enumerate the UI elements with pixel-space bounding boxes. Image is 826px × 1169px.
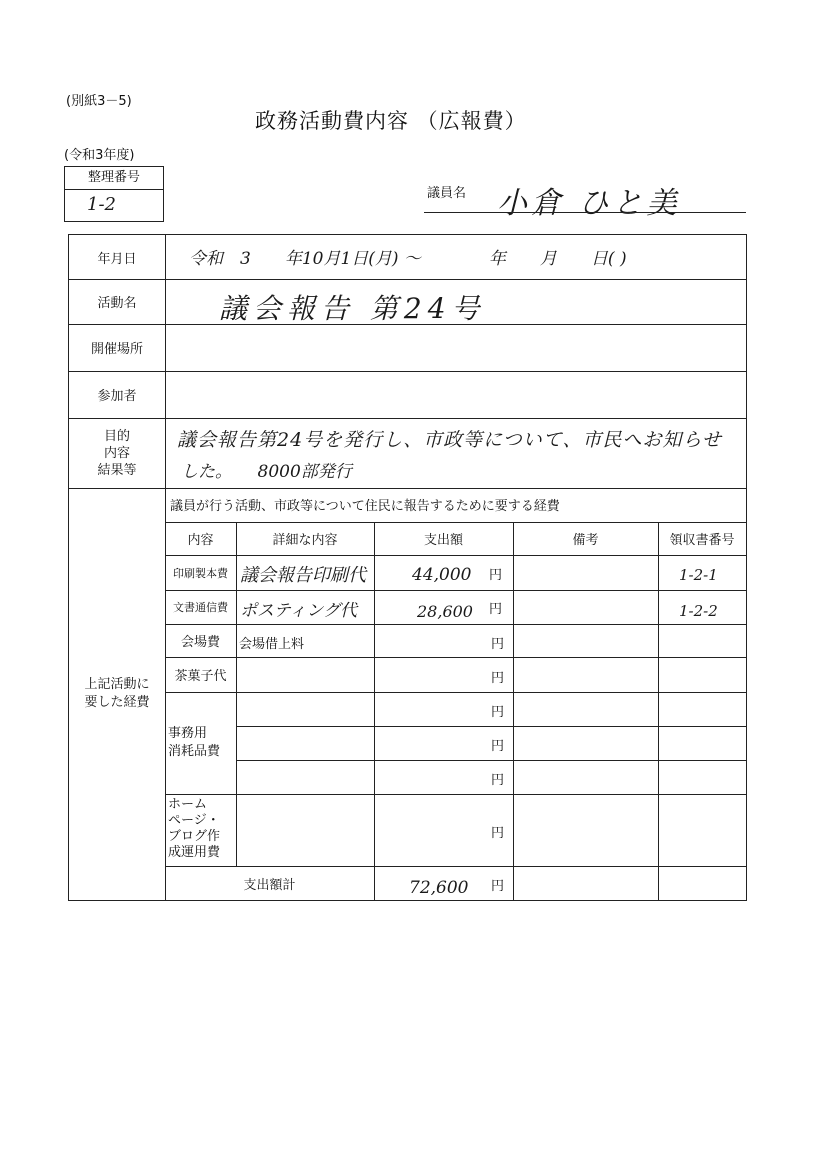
yen-3: 円	[491, 637, 505, 652]
yen-1: 円	[489, 568, 503, 583]
amount-insatsu: 44,000	[412, 565, 472, 585]
date-label: 年月日	[97, 251, 137, 267]
detail-bunsho: ポスティング代	[240, 601, 357, 621]
expenses-side-label: 上記活動に 要した経費	[84, 677, 150, 710]
category-insatsu: 印刷製本費	[173, 566, 228, 580]
col-naiyo: 内容	[187, 533, 214, 548]
purpose-label: 目的 内容 結果等	[97, 428, 137, 478]
date-value: 令和 3 年10月1日(月) 〜 年 月 日( )	[189, 249, 627, 269]
seiri-number-value: 1-2	[87, 194, 116, 215]
category-bunsho: 文書通信費	[173, 601, 228, 614]
expenses-description: 議員が行う活動、市政等について住民に報告するために要する経費	[170, 499, 560, 514]
page-title: 政務活動費内容 （広報費）	[255, 109, 527, 133]
receipt-insatsu: 1-2-1	[679, 566, 718, 584]
attachment-number: (別紙3－5)	[66, 94, 132, 109]
category-homepage: ホーム ページ・ ブログ作 成運用費	[168, 797, 221, 860]
col-note: 備考	[572, 533, 599, 548]
main-form-table	[68, 234, 747, 901]
yen-8: 円	[491, 826, 505, 841]
category-jimu: 事務用 消耗品費	[168, 726, 221, 759]
total-value: 72,600	[409, 878, 469, 898]
detail-kaijo: 会場借上料	[239, 637, 305, 652]
total-label: 支出額計	[243, 877, 296, 893]
purpose-line-2: した。 8000部発行	[181, 462, 352, 482]
yen-6: 円	[491, 739, 505, 754]
signature-line	[424, 212, 746, 213]
col-amount: 支出額	[423, 533, 463, 548]
yen-2: 円	[489, 602, 503, 617]
yen-total: 円	[491, 879, 505, 894]
col-detail: 詳細な内容	[272, 533, 338, 548]
yen-7: 円	[491, 773, 505, 788]
venue-label: 開催場所	[90, 342, 143, 357]
participants-label: 参加者	[97, 389, 137, 404]
receipt-bunsho: 1-2-2	[679, 602, 718, 620]
amount-bunsho: 28,600	[417, 602, 473, 621]
category-kaijo: 会場費	[180, 635, 220, 650]
activity-label: 活動名	[97, 296, 137, 311]
yen-4: 円	[491, 671, 505, 686]
seiri-number-label: 整理番号	[65, 167, 163, 190]
detail-insatsu: 議会報告印刷代	[240, 565, 366, 586]
activity-value: 議会報告 第24号	[219, 292, 486, 325]
yen-5: 円	[491, 705, 505, 720]
category-chagashi: 茶菓子代	[174, 669, 227, 684]
purpose-line-1: 議会報告第24号を発行し、市政等について、市民へお知らせ	[177, 429, 722, 451]
giin-signature: 小倉 ひと美	[497, 186, 681, 221]
giin-label: 議員名	[427, 186, 467, 201]
fiscal-year: (令和3年度)	[64, 148, 135, 163]
col-receipt: 領収書番号	[669, 533, 735, 548]
seiri-number-box	[64, 166, 164, 222]
